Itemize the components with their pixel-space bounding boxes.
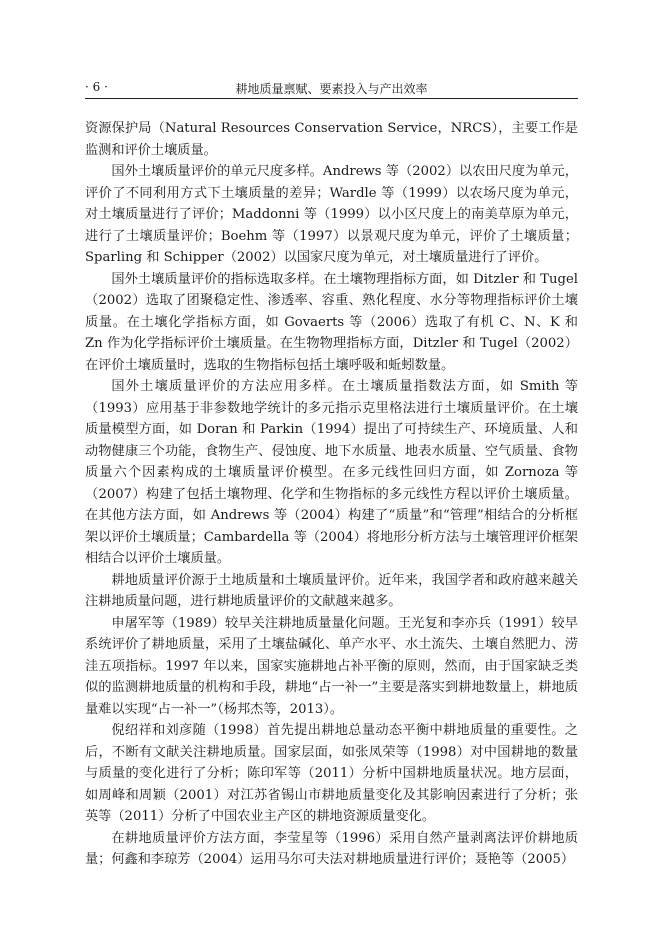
page-header bbox=[85, 78, 578, 99]
paragraph-early-research: 申屠军等（1989）较早关注耕地质量量化问题。王光复和李亦兵（1991）较早系统评价了耕地质量，采用了土壤盐碱化、单产水平、水土流失、土壤自然肥力、涝洼五项指标。1997 年以来，国家实施耕地占补平衡的原则，然而，由于国家缺乏类似的监测耕地质量的机构和手段，耕地“占一补一”主要是落实到耕地数量上，耕地质量难以实现“占一补一”（杨邦杰等，2013）。 bbox=[85, 615, 578, 717]
paragraph-scale: 国外土壤质量评价的单元尺度多样。Andrews 等（2002）以农田尺度为单元，评价了不同利用方式下土壤质量的差异；Wardle 等（1999）以农场尺度为单元，对土壤质量进行了评价；Maddonni 等（1999）以小区尺度上的南美草原为单元，进行了土壤质量评价；Boehm 等（1997）以景观尺度为单元，评价了土壤质量；Sparling 和 Schipper（2002）以国家尺度为单元，对土壤质量进行了评价。 bbox=[85, 164, 578, 265]
paragraph-eval-methods: 在耕地质量评价方法方面，李莹星等（1996）采用自然产量剥离法评价耕地质量；何鑫和李琼芳（2004）运用马尔可夫法对耕地质量进行评价；聂艳等（2005） bbox=[85, 830, 578, 867]
paragraph-origin: 耕地质量评价源于土地质量和土壤质量评价。近年来，我国学者和政府越来越关注耕地质量问题，进行耕地质量评价的文献越来越多。 bbox=[85, 572, 578, 609]
paragraph-continuation: 资源保护局（Natural Resources Conservation Service，NRCS），主要工作是监测和评价土壤质量。 bbox=[85, 121, 578, 158]
running-title: 耕地质量禀赋、要素投入与产出效率 bbox=[235, 82, 428, 96]
paragraph-methods: 国外土壤质量评价的方法应用多样。在土壤质量指数法方面，如 Smith 等（1993）应用基于非参数地学统计的多元指示克里格法进行土壤质量评价。在土壤质量模型方面，如 Doran 和 Parkin（1994）提出了可持续生产、环境质量、人和动物健康三个功能，食物生产、侵蚀度、地下水质量、地表水质量、空气质量、食物质量六个因素构成的土壤质量评价模型。在多元线性回归方面，如 Zornoza 等（2007）构建了包括土壤物理、化学和生物指标的多元线性方程以评价土壤质量。在其他方法方面，如 Andrews 等（2004）构建了“质量”和“管理”相结合的分析框架以评价土壤质量；Cambardella 等（2004）将地形分析方法与土壤管理评价框架相结合以评价土壤质量。 bbox=[85, 379, 578, 566]
body-text bbox=[85, 118, 578, 871]
paragraph-balance: 倪绍祥和刘彦随（1998）首先提出耕地总量动态平衡中耕地质量的重要性。之后，不断有文献关注耕地质量。国家层面，如张凤荣等（1998）对中国耕地的数量与质量的变化进行了分析；陈印军等（2011）分析中国耕地质量状况。地方层面，如周峰和周颖（2001）对江苏省锡山市耕地质量变化及其影响因素进行了分析；张英等（2011）分析了中国农业主产区的耕地资源质量变化。 bbox=[85, 723, 578, 824]
page-number: · 6 · bbox=[85, 80, 108, 94]
paragraph-indicators: 国外土壤质量评价的指标选取多样。在土壤物理指标方面，如 Ditzler 和 Tugel（2002）选取了团聚稳定性、渗透率、容重、熟化程度、水分等物理指标评价土壤质量。在土壤化学指标方面，如 Govaerts 等（2006）选取了有机 C、N、K 和 Zn 作为化学指标评价土壤质量。在生物物理指标方面，Ditzler 和 Tugel（2002）在评价土壤质量时，选取的生物指标包括土壤呼吸和蚯蚓数量。 bbox=[85, 271, 578, 373]
